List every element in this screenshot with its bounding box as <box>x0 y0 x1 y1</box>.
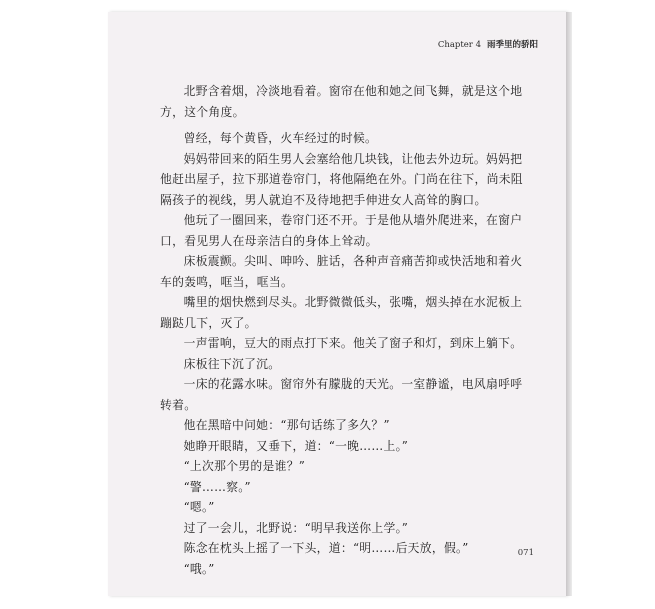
paragraph: “哦。” <box>183 561 215 576</box>
paragraph: 他玩了一圈回来，卷帘门还不开。于是他从墙外爬进来，在窗户口，看见男人在母亲洁白的身体上耸动。 <box>160 213 523 248</box>
paragraph: 一声雷响，豆大的雨点打下来。他关了窗子和灯，到床上躺下。 <box>183 336 523 350</box>
paragraph: 一床的花露水味。窗帘外有朦胧的天光。一室静谧，电风扇呼呼转着。 <box>160 377 523 412</box>
paragraph: 北野含着烟，冷淡地看着。窗帘在他和她之间飞舞，就是这个地方，这个角度。 <box>160 84 523 119</box>
paragraph: 过了一会儿，北野说：“明早我送你上学。” <box>183 520 409 535</box>
running-header <box>438 38 538 50</box>
paragraph: 妈妈带回来的陌生男人会塞给他几块钱，让他去外边玩。妈妈把他赶出屋子，拉下那道卷帘门，将他隔绝在外。门尚在往下，尚未阻隔孩子的视线，男人就迫不及待地把手伸进女人高耸的胸口。 <box>160 151 523 207</box>
paragraph: “警……察。” <box>183 479 251 494</box>
paragraph: “上次那个男的是谁？” <box>183 459 306 473</box>
paragraph: 床板震颤。尖叫、呻吟、脏话，各种声音痛苦抑或快活地和着火车的轰鸣，哐当，哐当。 <box>160 254 523 289</box>
chapter-label: Chapter 4 <box>437 40 481 50</box>
paragraph: 他在黑暗中问她：“那句话练了多久？” <box>183 418 390 432</box>
paragraph: 陈念在枕头上摇了一下头，道：“明……后天放，假。” <box>183 541 469 555</box>
page-number: 071 <box>517 548 534 558</box>
paragraph: 嘴里的烟快燃到尽头。北野微微低头，张嘴，烟头掉在水泥板上蹦跶几下，灭了。 <box>160 295 523 330</box>
paragraph: 曾经，每个黄昏，火车经过的时候。 <box>183 131 378 145</box>
chapter-title: 雨季里的骄阳 <box>486 40 538 50</box>
paragraph: “嗯。” <box>183 500 215 514</box>
paragraph: 她睁开眼睛，又垂下，道：“一晚……上。” <box>183 438 409 453</box>
book-page <box>108 12 566 596</box>
body-text <box>160 81 532 579</box>
paragraph: 床板往下沉了沉。 <box>183 356 281 371</box>
